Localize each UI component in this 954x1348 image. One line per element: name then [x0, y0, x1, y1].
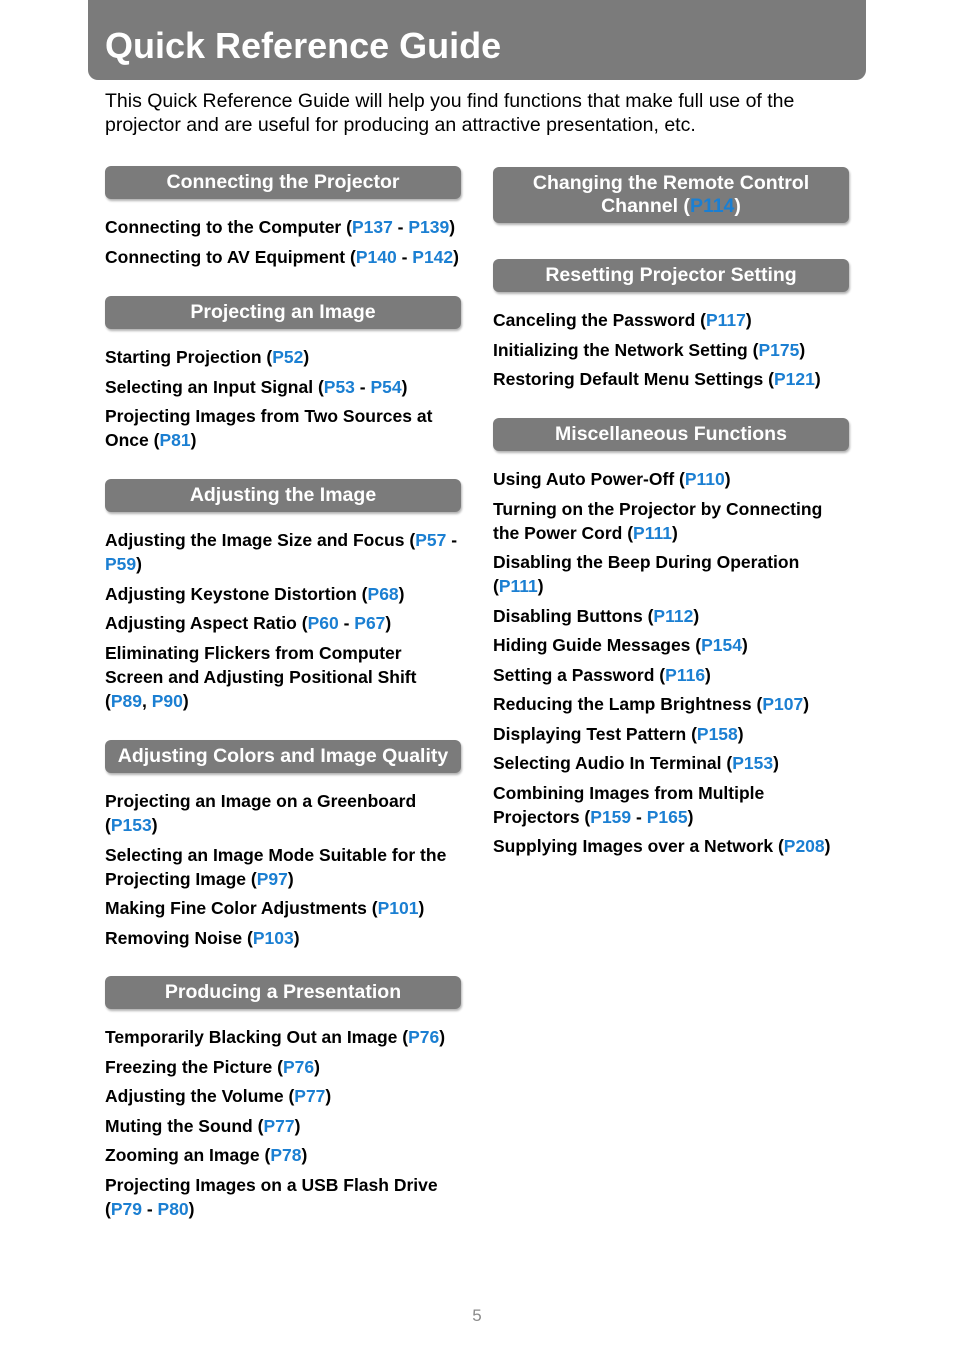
list-item: Displaying Test Pattern (P158): [493, 723, 744, 744]
item-text: Setting a Password: [493, 664, 655, 685]
item-text: Freezing the Picture: [105, 1056, 273, 1077]
page-ref-link[interactable]: P101: [377, 898, 419, 918]
item-text: Projecting Images from Two Sources at Once: [105, 406, 433, 450]
page-ref-link[interactable]: P77: [294, 1086, 326, 1106]
page-ref-link[interactable]: P112: [653, 605, 694, 626]
page-ref-link[interactable]: P114: [689, 195, 735, 217]
list-item: Disabling the Beep During Operation (P111): [493, 552, 800, 596]
item-text: Displaying Test Pattern: [493, 723, 687, 744]
list-item: Projecting Images from Two Sources at Once (P81): [105, 406, 433, 450]
page-ref-link[interactable]: P57: [415, 530, 447, 550]
section-colors: [105, 740, 461, 955]
item-text: Disabling the Beep During Operation: [493, 552, 800, 572]
page-ref-link[interactable]: P59: [105, 554, 137, 574]
list-item: Adjusting the Image Size and Focus (P57 - P59): [105, 530, 458, 574]
page-ref-link[interactable]: P153: [110, 815, 152, 835]
page-ref-link[interactable]: P67: [354, 613, 386, 633]
list-item: Disabling Buttons (P112): [493, 605, 700, 626]
item-list: [105, 528, 461, 713]
list-item: Eliminating Flickers from Computer Screen and Adjusting Positional Shift (P89, P90): [105, 642, 417, 711]
item-list: [493, 308, 849, 391]
item-list: [105, 789, 461, 950]
item-text: Selecting an Input Signal: [105, 376, 314, 397]
page-ref-link[interactable]: P80: [157, 1198, 189, 1219]
item-text: Projecting an Image on a Greenboard: [105, 791, 417, 811]
page-ref-link[interactable]: P142: [412, 246, 454, 267]
list-item: Selecting an Input Signal (P53 - P54): [105, 376, 408, 397]
list-item: Setting a Password (P116): [493, 664, 711, 685]
section-header: Changing the Remote Control Channel (P114): [493, 167, 849, 223]
list-item: Projecting Images on a USB Flash Drive (P79 - P80): [105, 1174, 438, 1219]
list-item: Adjusting the Volume (P77): [105, 1086, 332, 1106]
intro-paragraph: This Quick Reference Guide will help you find functions that make full use of the projector and are useful for producing an attractive presentation, etc.: [105, 90, 795, 136]
page-ref-link[interactable]: P53: [323, 376, 355, 397]
page-ref-link[interactable]: P139: [408, 217, 450, 237]
list-item: Canceling the Password (P117): [493, 310, 752, 330]
item-text: Initializing the Network Setting: [493, 339, 748, 360]
item-text: Muting the Sound: [105, 1115, 253, 1136]
item-text: Removing Noise: [105, 927, 243, 948]
list-item: Zooming an Image (P78): [105, 1145, 308, 1165]
item-text: Adjusting Aspect Ratio: [105, 613, 297, 633]
list-item: Initializing the Network Setting (P175): [493, 339, 806, 360]
page-ref-link[interactable]: P153: [732, 753, 774, 773]
page-ref-link[interactable]: P137: [351, 217, 393, 237]
list-item: Making Fine Color Adjustments (P101): [105, 898, 425, 918]
section-misc: [493, 418, 849, 864]
section-projecting: [105, 296, 461, 458]
list-item: Temporarily Blacking Out an Image (P76): [105, 1027, 446, 1047]
item-text: Eliminating Flickers from Computer Screen and Adjusting Positional Shift: [105, 642, 417, 687]
section-header-text: Connecting the Projector: [166, 171, 400, 193]
list-item: Turning on the Projector by Connecting the Power Cord (P111): [493, 498, 823, 543]
list-item: Muting the Sound (P77): [105, 1115, 301, 1136]
page-number: 5: [472, 1306, 482, 1325]
page-ref-link[interactable]: P60: [307, 613, 339, 633]
item-text: Adjusting Keystone Distortion: [105, 583, 357, 604]
page-ref-link[interactable]: P52: [272, 347, 304, 367]
item-text: Temporarily Blacking Out an Image: [105, 1027, 398, 1047]
item-text: Supplying Images over a Network: [493, 836, 774, 856]
list-item: Selecting Audio In Terminal (P153): [493, 753, 779, 773]
list-item: Reducing the Lamp Brightness (P107): [493, 694, 810, 714]
page-ref-link[interactable]: P79: [110, 1198, 142, 1219]
item-text: Reducing the Lamp Brightness: [493, 694, 752, 714]
page-ref-link[interactable]: P76: [282, 1056, 315, 1077]
page-ref-link[interactable]: P76: [408, 1027, 440, 1047]
page-ref-link[interactable]: P107: [762, 694, 804, 714]
section-header-text: Adjusting the Image: [189, 484, 377, 506]
page-ref-link[interactable]: P111: [498, 576, 538, 596]
item-text: Connecting to AV Equipment: [105, 246, 346, 267]
list-item: Hiding Guide Messages (P154): [493, 635, 748, 655]
list-item: Adjusting Keystone Distortion (P68): [105, 583, 405, 604]
page-ref-link[interactable]: P154: [701, 635, 742, 655]
page-ref-link[interactable]: P111: [633, 522, 672, 543]
list-item: Projecting an Image on a Greenboard (P153): [105, 791, 417, 835]
page-ref-link[interactable]: P110: [684, 469, 725, 489]
list-item: Starting Projection (P52): [105, 347, 310, 367]
item-list: [105, 345, 461, 452]
item-text: Adjusting the Image Size and Focus: [105, 530, 405, 550]
item-text: Canceling the Password: [493, 310, 696, 330]
section-header: [105, 740, 461, 773]
item-list: [105, 215, 461, 269]
item-text: Adjusting the Volume: [105, 1086, 284, 1106]
page-ref-link[interactable]: P159: [590, 806, 632, 827]
item-text: Starting Projection: [105, 347, 262, 367]
list-item: Combining Images from Multiple Projectors (P159 - P165): [493, 782, 765, 827]
page-ref-link[interactable]: P81: [159, 430, 191, 450]
item-text: Hiding Guide Messages: [493, 635, 691, 655]
section-remote: [493, 167, 849, 223]
section-presentation: [105, 976, 461, 1226]
page-ref-link[interactable]: P54: [370, 376, 402, 397]
item-text: Using Auto Power-Off: [493, 469, 675, 489]
item-text: Restoring Default Menu Settings: [493, 369, 764, 389]
page-ref-link[interactable]: P116: [665, 664, 706, 685]
page-title: Quick Reference Guide: [105, 25, 502, 66]
section-header: [105, 479, 461, 512]
item-text: Selecting an Image Mode Suitable for the Projecting Image: [105, 844, 447, 889]
list-item: Connecting to AV Equipment (P140 - P142): [105, 246, 459, 267]
list-item: Freezing the Picture (P76): [105, 1056, 320, 1077]
section-header: [105, 976, 461, 1009]
section-connecting: [105, 166, 461, 274]
list-item: Connecting to the Computer (P137 - P139): [105, 217, 456, 237]
section-resetting: [493, 259, 849, 397]
section-header-text: Adjusting Colors and Image Quality: [117, 745, 449, 767]
item-text: Disabling Buttons: [493, 605, 643, 626]
page-ref-link[interactable]: P165: [646, 806, 688, 827]
page-ref-link[interactable]: P77: [263, 1115, 295, 1136]
item-list: [493, 467, 849, 858]
item-text: Selecting Audio In Terminal: [493, 753, 722, 773]
page-ref-link[interactable]: P97: [256, 868, 288, 889]
page-ref-link[interactable]: P158: [696, 723, 738, 744]
item-list: [105, 1025, 461, 1221]
section-adjusting: [105, 479, 461, 718]
item-text: Turning on the Projector by Connecting the Power Cord: [493, 498, 823, 543]
section-header-text: Changing the Remote Control Channel: [532, 172, 810, 217]
page-ref-link[interactable]: P89: [110, 690, 142, 711]
list-item: Restoring Default Menu Settings (P121): [493, 369, 821, 389]
item-text: Connecting to the Computer: [105, 217, 342, 237]
list-item: Selecting an Image Mode Suitable for the Projecting Image (P97): [105, 844, 447, 889]
page-ref-link[interactable]: P78: [270, 1145, 302, 1165]
list-item: Supplying Images over a Network (P208): [493, 836, 831, 856]
item-text: Combining Images from Multiple Projectors: [493, 782, 765, 827]
page-ref-link[interactable]: P208: [783, 836, 825, 856]
section-header: [493, 418, 849, 451]
section-header: [493, 259, 849, 292]
section-header-text: Resetting Projector Setting: [545, 264, 797, 286]
section-header-text: Producing a Presentation: [164, 981, 402, 1003]
page-ref-link[interactable]: P121: [774, 369, 815, 389]
page-ref-link[interactable]: P175: [758, 339, 800, 360]
list-item: Removing Noise (P103): [105, 927, 300, 948]
section-header: [105, 166, 461, 199]
section-header-text: Miscellaneous Functions: [555, 423, 787, 445]
list-item: Using Auto Power-Off (P110): [493, 469, 731, 489]
section-header: [105, 296, 461, 329]
page-ref-link[interactable]: P68: [367, 583, 399, 604]
section-header-text: Projecting an Image: [190, 301, 376, 323]
title-bar: [88, 0, 866, 80]
item-text: Making Fine Color Adjustments: [105, 898, 367, 918]
page-ref-link[interactable]: P103: [252, 927, 294, 948]
item-text: Projecting Images on a USB Flash Drive: [105, 1174, 438, 1195]
item-text: Zooming an Image: [105, 1145, 260, 1165]
page-ref-link[interactable]: P117: [705, 310, 746, 330]
page-ref-link[interactable]: P140: [355, 246, 397, 267]
list-item: Adjusting Aspect Ratio (P60 - P67): [105, 613, 392, 633]
page-ref-link[interactable]: P90: [151, 690, 183, 711]
